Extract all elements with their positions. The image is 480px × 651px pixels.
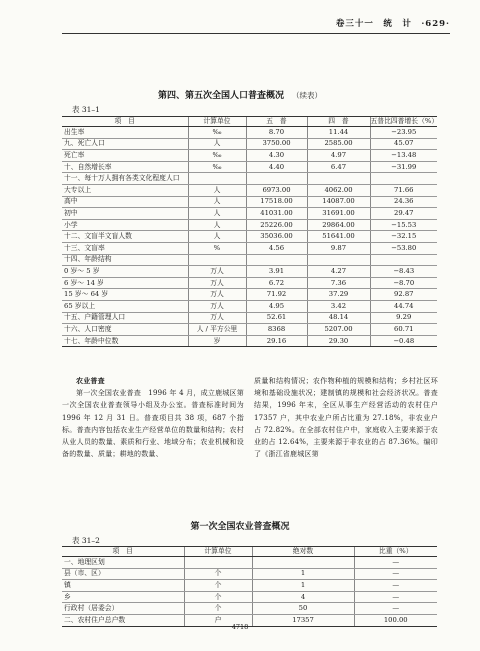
data-cell: 17518.00 [246, 196, 307, 208]
data-cell: 4.40 [246, 161, 307, 173]
row-label-cell: 小学 [62, 219, 188, 231]
data-cell: 万人 [188, 289, 246, 301]
data-cell: — [354, 603, 437, 615]
data-cell: 人 [188, 208, 246, 220]
data-cell: −32.15 [370, 231, 437, 243]
data-cell: 48.14 [307, 312, 370, 324]
data-cell: 万人 [188, 312, 246, 324]
data-cell: −31.99 [370, 161, 437, 173]
data-cell: 个 [184, 568, 252, 580]
data-cell: — [354, 568, 437, 580]
column-header: 计算单位 [188, 117, 246, 127]
subhead-agri-census: 农业普查 [76, 376, 105, 385]
paragraph-text-left: 1996 年 4 月，成立鹿城区第一次全国农业普查领导小组及办公室。普查标准时间为 1996 年 12 月 31 日。普查项目共 38 项，687 个指标。普查内容包括农业生产经营单位的数量和结构；农村从业人员的数量、素质和行业、地域分布；农业机械和设备的数量、质量；耕地的数量、 [62, 389, 244, 459]
census-table [62, 116, 437, 347]
row-label-cell: 十一、每十万人拥有各类文化程度人口 [62, 173, 188, 185]
table-row [62, 150, 437, 162]
data-cell: 个 [184, 580, 252, 592]
data-cell: −15.53 [370, 219, 437, 231]
row-label-cell: 高中 [62, 196, 188, 208]
data-cell: −0.48 [370, 335, 437, 347]
data-cell: 3750.00 [246, 138, 307, 150]
row-label-cell: 大专以上 [62, 184, 188, 196]
data-cell: 人 [188, 219, 246, 231]
continued-note: （续表） [292, 91, 322, 100]
table-label-31-1: 表 31–1 [72, 105, 100, 114]
table-row [62, 208, 437, 220]
data-cell: — [354, 557, 437, 569]
table-row [62, 591, 437, 603]
data-cell: 37.29 [307, 289, 370, 301]
data-cell: 人 / 平方公里 [188, 324, 246, 336]
data-cell [246, 254, 307, 266]
paragraph-text-right: 质量和结构情况；农作物种植的规模和结构；乡村社区环境和基础设施状况；建制镇的规模和社会经济状况。普查结果，1996 年末，全区从事生产经营活动的农村住户 17357 户，其中农业户所占比重为 27.18%，非农业户占 72.82%。在全部农村住户中，家庭收入主要来源于农业的占 12.64%，主要来源于非农业的占 87.36%。编印了《浙江省鹿城区第 [254, 377, 438, 459]
row-label-cell: 二、农村住户总户数 [62, 614, 184, 626]
data-cell: 50 [252, 603, 354, 615]
section-title-census [0, 88, 480, 101]
table-row [62, 277, 437, 289]
data-cell: 17357 [252, 614, 354, 626]
data-cell: 60.71 [370, 324, 437, 336]
data-cell: ‰ [188, 150, 246, 162]
data-cell: 24.36 [370, 196, 437, 208]
row-label-cell: 十六、人口密度 [62, 324, 188, 336]
data-cell: 4.95 [246, 300, 307, 312]
table-label-31-2: 表 31–2 [72, 536, 100, 545]
data-cell [184, 557, 252, 569]
table-row [62, 300, 437, 312]
data-cell [252, 557, 354, 569]
data-cell: 3.42 [307, 300, 370, 312]
table-row [62, 324, 437, 336]
row-label-cell: 65 岁以上 [62, 300, 188, 312]
data-cell: 71.66 [370, 184, 437, 196]
data-cell [307, 254, 370, 266]
table-row [62, 138, 437, 150]
row-label-cell: 镇 [62, 580, 184, 592]
row-label-cell: 十四、年龄结构 [62, 254, 188, 266]
data-cell: 户 [184, 614, 252, 626]
running-header: 卷三十一 统 计 ·629· [335, 19, 450, 29]
data-cell: ‰ [188, 127, 246, 139]
row-label-cell: 十二、文盲半文盲人数 [62, 231, 188, 243]
data-cell: 6.47 [307, 161, 370, 173]
column-header: 比重（%） [354, 547, 437, 557]
table-row [62, 312, 437, 324]
column-header: 四 普 [307, 117, 370, 127]
row-label-cell: 十五、户籍管理人口 [62, 312, 188, 324]
data-cell: 1 [252, 568, 354, 580]
table-row [62, 266, 437, 278]
table-row [62, 184, 437, 196]
data-cell [188, 254, 246, 266]
data-cell: 万人 [188, 277, 246, 289]
data-cell: — [354, 580, 437, 592]
data-cell: 3.91 [246, 266, 307, 278]
data-cell [307, 173, 370, 185]
data-cell: −13.48 [370, 150, 437, 162]
agri-census-table [62, 546, 437, 627]
row-label-cell: 一、地理区划 [62, 557, 184, 569]
data-cell: 6.72 [246, 277, 307, 289]
table-row [62, 161, 437, 173]
section-title-agri [0, 519, 480, 532]
row-label-cell: 行政村（居委会） [62, 603, 184, 615]
column-header: 五 普 [246, 117, 307, 127]
row-label-cell: 九、死亡人口 [62, 138, 188, 150]
data-cell: 4062.00 [307, 184, 370, 196]
data-cell: 4.27 [307, 266, 370, 278]
agri-table-title: 第一次全国农业普查概况 [190, 522, 290, 532]
row-label-cell: 出生率 [62, 127, 188, 139]
data-cell [370, 254, 437, 266]
data-cell: 9.87 [307, 242, 370, 254]
row-label-cell: 十七、年龄中位数 [62, 335, 188, 347]
data-cell: 52.61 [246, 312, 307, 324]
data-cell: 4.97 [307, 150, 370, 162]
column-header: 绝对数 [252, 547, 354, 557]
data-cell: 6973.00 [246, 184, 307, 196]
row-label-cell: 十三、文盲率 [62, 242, 188, 254]
data-cell [246, 173, 307, 185]
data-cell: 1 [252, 580, 354, 592]
data-cell: 4.30 [246, 150, 307, 162]
page-number: 4718 [231, 623, 249, 631]
data-cell: 人 [188, 138, 246, 150]
column-header: 计算单位 [184, 547, 252, 557]
data-cell: % [188, 242, 246, 254]
table-row [62, 254, 437, 266]
data-cell: 35036.00 [246, 231, 307, 243]
table-row [62, 289, 437, 301]
data-cell: 个 [184, 603, 252, 615]
table-row [62, 603, 437, 615]
row-label-cell: 15 岁～ 64 岁 [62, 289, 188, 301]
data-cell: 29.16 [246, 335, 307, 347]
row-label-cell: 死亡率 [62, 150, 188, 162]
row-label-cell: 县（市、区） [62, 568, 184, 580]
data-cell: −23.95 [370, 127, 437, 139]
table-row [62, 127, 437, 139]
data-cell: 人 [188, 184, 246, 196]
table-row [62, 219, 437, 231]
table-row [62, 580, 437, 592]
data-cell: 51641.00 [307, 231, 370, 243]
data-cell: 4 [252, 591, 354, 603]
table-row [62, 335, 437, 347]
data-cell: 29.47 [370, 208, 437, 220]
table-row [62, 242, 437, 254]
data-cell: 92.87 [370, 289, 437, 301]
data-cell: 7.36 [307, 277, 370, 289]
column-header: 项 目 [62, 117, 188, 127]
row-label-cell: 乡 [62, 591, 184, 603]
data-cell: −8.43 [370, 266, 437, 278]
data-cell: 万人 [188, 266, 246, 278]
census-table-title: 第四、第五次全国人口普查概况 [157, 91, 284, 101]
data-cell: 11.44 [307, 127, 370, 139]
data-cell: 2585.00 [307, 138, 370, 150]
data-cell: 人 [188, 196, 246, 208]
agri-census-paragraph-left [62, 375, 244, 460]
agri-census-paragraph-right [254, 375, 438, 460]
page-header [62, 14, 450, 34]
data-cell: 100.00 [354, 614, 437, 626]
data-cell: 45.07 [370, 138, 437, 150]
data-cell: 44.74 [370, 300, 437, 312]
data-cell: 9.29 [370, 312, 437, 324]
data-cell: 41031.00 [246, 208, 307, 220]
row-label-cell: 6 岁～ 14 岁 [62, 277, 188, 289]
lead-phrase: 第一次全国农业普查 [76, 389, 142, 398]
table-row [62, 231, 437, 243]
data-cell: ‰ [188, 161, 246, 173]
data-cell: 万人 [188, 300, 246, 312]
data-cell: 8.70 [246, 127, 307, 139]
data-cell: 29.30 [307, 335, 370, 347]
data-cell: 71.92 [246, 289, 307, 301]
data-cell: 个 [184, 591, 252, 603]
table-row [62, 568, 437, 580]
column-header: 项 目 [62, 547, 184, 557]
data-cell: 人 [188, 231, 246, 243]
data-cell [370, 173, 437, 185]
data-cell: — [354, 591, 437, 603]
data-cell: 25226.00 [246, 219, 307, 231]
row-label-cell: 十、自然增长率 [62, 161, 188, 173]
data-cell [188, 173, 246, 185]
table-row [62, 557, 437, 569]
row-label-cell: 初中 [62, 208, 188, 220]
data-cell: 岁 [188, 335, 246, 347]
data-cell: 14087.00 [307, 196, 370, 208]
row-label-cell: 0 岁～ 5 岁 [62, 266, 188, 278]
table-row [62, 196, 437, 208]
data-cell: 29864.00 [307, 219, 370, 231]
column-header: 五普比四普增长（%） [370, 117, 439, 126]
data-cell: −8.70 [370, 277, 437, 289]
data-cell: 31691.00 [307, 208, 370, 220]
data-cell: 5207.00 [307, 324, 370, 336]
data-cell: 4.56 [246, 242, 307, 254]
data-cell: 8368 [246, 324, 307, 336]
data-cell: −53.80 [370, 242, 437, 254]
table-row [62, 173, 437, 185]
